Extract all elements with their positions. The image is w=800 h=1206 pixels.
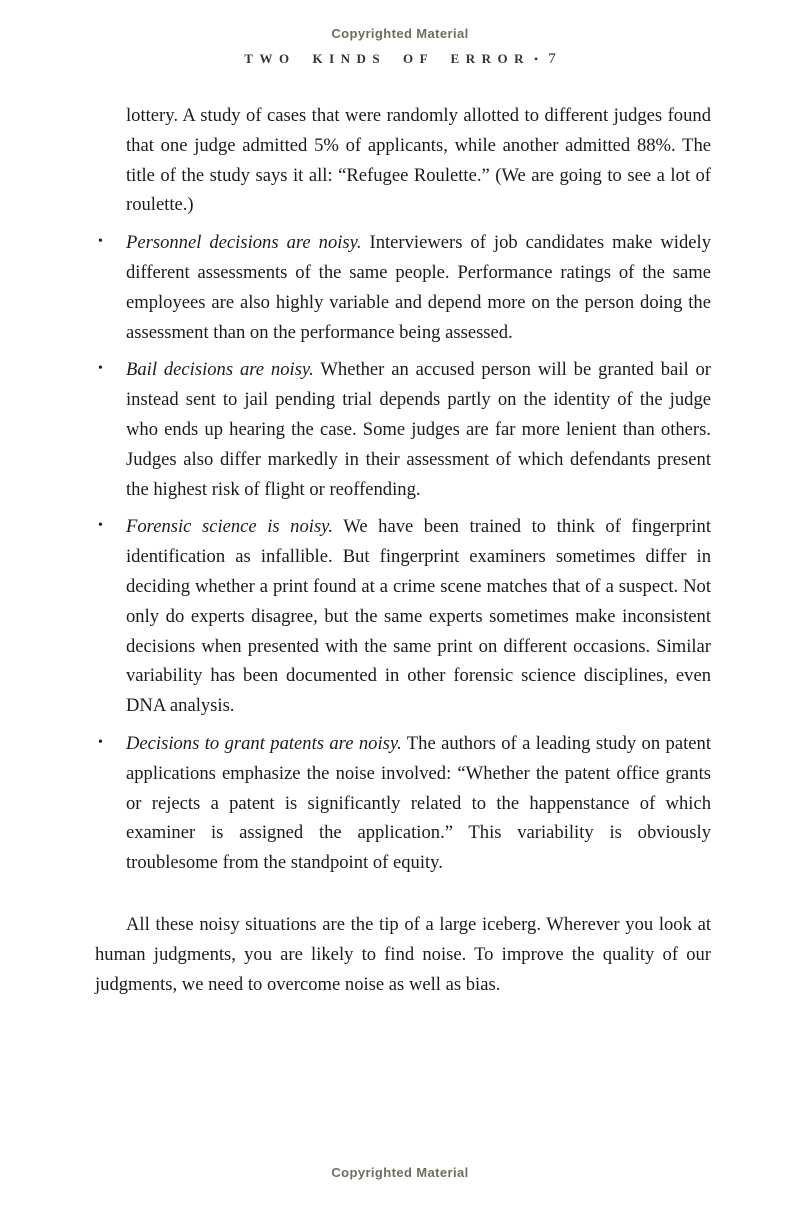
bullet-icon: • [98,518,103,534]
bullet-text: The authors of a leading study on patent applications emphasize the noise involved: “Whether the patent office grants or rejects a patent is significantly related to the happenstance of which examiner is assigned the application.” This variability is obviously troublesome from the standpoint of equity. [126,732,711,874]
bullet-item-forensic [95,512,711,721]
bullet-lead: Personnel decisions are noisy. [126,232,362,254]
bullet-text: Whether an accused person will be granted bail or instead sent to jail pending trial depends partly on the identity of the judge who ends up hearing the case. Some judges are far more lenient than others. Judges also differ markedly in their assessment of which defendants present the highest risk of flight or reoffending. [126,359,711,500]
running-header [0,50,800,68]
chapter-title: TWO KINDS OF ERROR [244,51,530,66]
closing-paragraph: All these noisy situations are the tip of a large iceberg. Wherever you look at human judgments, you are likely to find noise. To improve the quality of our judgments, we need to overcome noise as well as bias. [95,913,711,995]
bullet-lead: Forensic science is noisy. [126,516,334,538]
bullet-lead: Bail decisions are noisy. [126,359,314,381]
bullet-lead: Decisions to grant patents are noisy. [126,732,402,754]
copyright-notice-top: Copyrighted Material [331,26,469,41]
bullet-text: Interviewers of job candidates make widely different assessments of the same people. Performance ratings of the same employees are also highly variable and depend more on the person doing the assessment than on the performance being assessed. [126,232,711,343]
bullet-icon: • [98,234,103,250]
bullet-list [95,228,711,878]
header-separator-icon: • [533,52,539,66]
bullet-item-patents [95,729,711,878]
bullet-icon: • [98,734,103,750]
page-content [95,101,711,999]
bullet-item-bail [95,355,711,504]
copyright-notice-bottom: Copyrighted Material [331,1165,469,1180]
page-number: 7 [548,51,556,67]
bullet-text: We have been trained to think of fingerprint identification as infallible. But fingerprint examiners sometimes differ in deciding whether a print found at a crime scene matches that of a suspect. Not only do experts disagree, but the same experts sometimes make inconsistent decisions when presented with the same print on different occasions. Similar variability has been documented in other forensic science disciplines, even DNA analysis. [126,516,711,717]
bullet-icon: • [98,361,103,377]
bullet-item-personnel [95,228,711,347]
intro-paragraph: lottery. A study of cases that were randomly allotted to different judges found that one judge admitted 5% of applicants, while another admitted 88%. The title of the study says it all: “Refugee Roulette.” (We are going to see a lot of roulette.) [126,105,711,216]
